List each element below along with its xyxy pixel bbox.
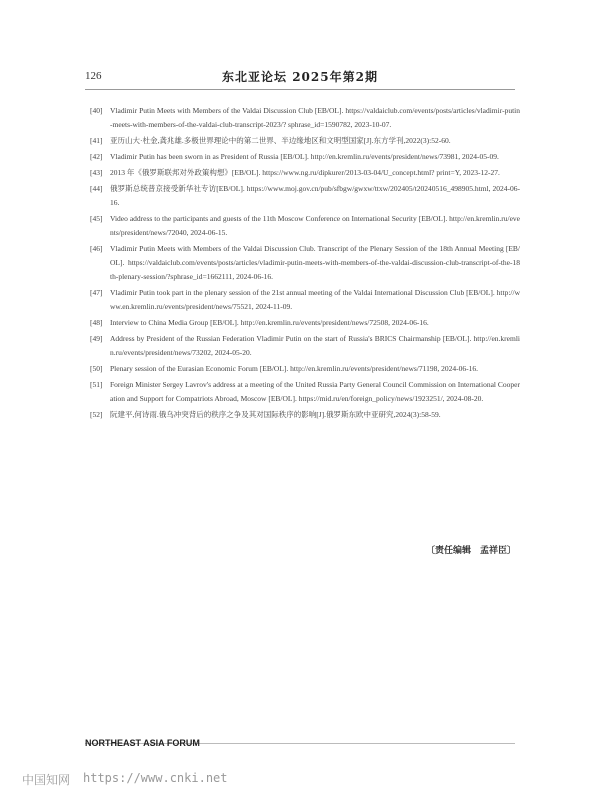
reference-text: Plenary session of the Eurasian Economic Forum [EB/OL]. http://en.kremlin.ru/events/president/news/71198, 2024-06-16. xyxy=(110,364,478,373)
reference-item xyxy=(90,242,520,284)
reference-item xyxy=(90,134,520,148)
reference-item xyxy=(90,362,520,376)
reference-text: 2013 年《俄罗斯联邦对外政策构想》[EB/OL]. https://www.ng.ru/dipkurer/2013-03-04/U_concept.html? print=Y, 2023-12-27. xyxy=(110,168,500,177)
reference-text: Video address to the participants and guests of the 11th Moscow Conference on International Security [EB/OL]. http://en.kremlin.ru/events/president/news/72040, 2024-06-15. xyxy=(110,214,520,237)
page-number: 126 xyxy=(85,70,102,82)
reference-number: [46] xyxy=(90,244,103,253)
reference-text: 亚历山大·杜金,龚兆雄.多极世界理论中的第二世界、半边缘地区和文明型国家[J].东方学刊,2022(3):52-60. xyxy=(110,136,451,145)
reference-number: [43] xyxy=(90,168,103,177)
reference-number: [49] xyxy=(90,334,103,343)
reference-number: [52] xyxy=(90,410,103,419)
reference-number: [47] xyxy=(90,288,103,297)
journal-name: NORTHEAST ASIA FORUM xyxy=(85,738,200,748)
reference-item xyxy=(90,286,520,314)
reference-item xyxy=(90,182,520,210)
reference-item xyxy=(90,408,520,422)
cnki-watermark: 中国知网 xyxy=(22,773,71,787)
reference-text: 俄罗斯总统普京接受新华社专访[EB/OL]. https://www.moj.gov.cn/pub/sfbgw/gwxw/ttxw/202405/t20240516_498905.html, 2024-06-16. xyxy=(110,184,520,207)
reference-text: Vladimir Putin Meets with Members of the Valdai Discussion Club. Transcript of the Plenary Session of the 18th Annual Meeting [EB/OL]. https://valdaiclub.com/events/posts/articles/vladimir-putin-meets-with-members-of-the-valdai-discussion-club-transcript-of-the-18th-plenary-session/?sphrase_id=1662111, 2024-06-16. xyxy=(110,244,520,281)
reference-number: [50] xyxy=(90,364,103,373)
reference-number: [42] xyxy=(90,152,103,161)
reference-text: Interview to China Media Group [EB/OL]. http://en.kremlin.ru/events/president/news/72508, 2024-06-16. xyxy=(110,318,429,327)
reference-number: [40] xyxy=(90,106,103,115)
reference-number: [48] xyxy=(90,318,103,327)
reference-text: Vladimir Putin has been sworn in as President of Russia [EB/OL]. http://en.kremlin.ru/events/president/news/73981, 2024-05-09. xyxy=(110,152,499,161)
header-rule xyxy=(85,89,515,90)
reference-item xyxy=(90,166,520,180)
cnki-watermark-url: https://www.cnki.net xyxy=(83,771,228,785)
reference-number: [41] xyxy=(90,136,103,145)
reference-item xyxy=(90,150,520,164)
reference-item xyxy=(90,316,520,330)
reference-text: Vladimir Putin took part in the plenary session of the 21st annual meeting of the Valdai International Discussion Club [EB/OL]. http://www.en.kremlin.ru/events/president/news/75521, 2024-11-09. xyxy=(110,288,520,311)
reference-item xyxy=(90,378,520,406)
reference-item xyxy=(90,104,520,132)
reference-number: [44] xyxy=(90,184,103,193)
reference-text: Foreign Minister Sergey Lavrov's address at a meeting of the United Russia Party General Council Commission on International Cooperation and Support for Compatriots Abroad, Moscow [EB/OL]. https://mid.ru/en/foreign_policy/news/1923251/, 2024-08-20. xyxy=(110,380,520,403)
running-head: 东北亚论坛 2025年第2期 xyxy=(222,70,378,84)
reference-item xyxy=(90,212,520,240)
reference-item xyxy=(90,332,520,360)
reference-text: Vladimir Putin Meets with Members of the Valdai Discussion Club [EB/OL]. https://valdaiclub.com/events/posts/articles/vladimir-putin-meets-with-members-of-the-valdai-club-transcript-2023/? sphrase_id=1590782, 2023-10-07. xyxy=(110,106,520,129)
reference-number: [51] xyxy=(90,380,103,389)
responsible-editor: 〔责任编辑 孟祥臣〕 xyxy=(425,546,516,556)
reference-text: 阮建平,何诗雨.俄乌冲突背后的秩序之争及其对国际秩序的影响[J].俄罗斯东欧中亚研究,2024(3):58-59. xyxy=(110,410,441,419)
reference-number: [45] xyxy=(90,214,103,223)
reference-list xyxy=(90,104,520,424)
reference-text: Address by President of the Russian Federation Vladimir Putin on the start of Russia's BRICS Chairmanship [EB/OL]. http://en.kremlin.ru/events/president/news/73202, 2024-05-20. xyxy=(110,334,520,357)
